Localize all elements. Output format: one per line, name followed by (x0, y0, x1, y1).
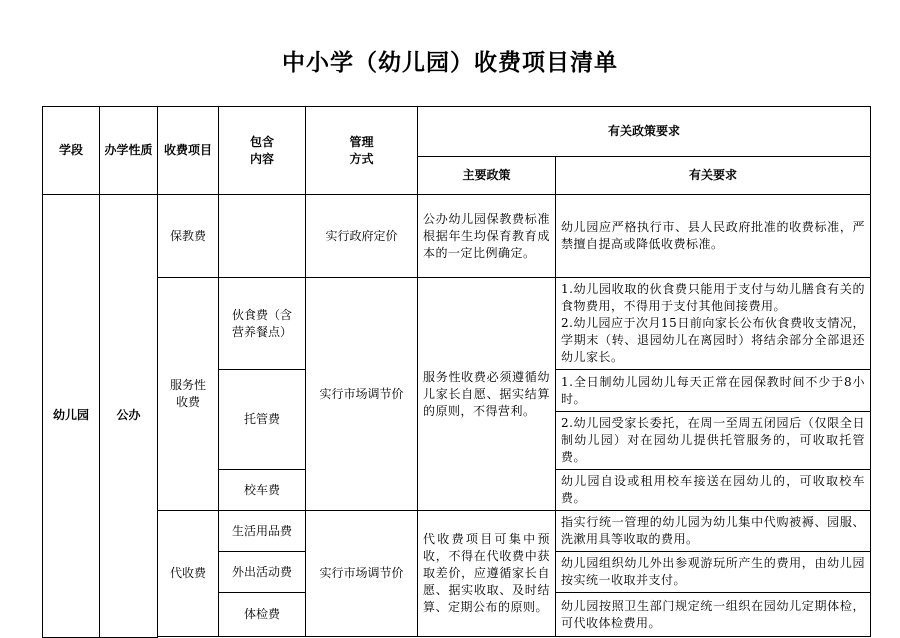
item-agency: 代收费 (158, 511, 219, 637)
fee-table (42, 106, 871, 638)
req-care-1: 1.全日制幼儿园幼儿每天正常在园保教时间不少于8小时。 (556, 370, 871, 412)
nature-cell: 公办 (100, 195, 158, 638)
content-daily: 生活用品费 (219, 511, 306, 552)
header-requirements: 有关要求 (556, 157, 871, 195)
item-baojiao: 保教费 (158, 195, 219, 278)
req-care-2: 2.幼儿园受家长委托，在周一至周五闭园后（仅限全日制幼儿园）对在园幼儿提供托管服务的，可收取托管费。 (556, 412, 871, 470)
req-exam: 幼儿园按照卫生部门规定统一组织在园幼儿定期体检，可代收体检费用。 (556, 593, 871, 637)
content-care: 托管费 (219, 370, 306, 470)
mgmt-baojiao: 实行政府定价 (306, 195, 418, 278)
req-daily: 指实行统一管理的幼儿园为幼儿集中代购被褥、园服、洗漱用具等收取的费用。 (556, 511, 871, 552)
stage-cell: 幼儿园 (43, 195, 100, 638)
header-main-policy: 主要政策 (418, 157, 556, 195)
content-outing: 外出活动费 (219, 552, 306, 593)
req-baojiao: 幼儿园应严格执行市、县人民政府批准的收费标准，严禁擅自提高或降低收费标准。 (556, 195, 871, 278)
header-policy-group: 有关政策要求 (418, 107, 871, 157)
header-mgmt: 管理方式 (306, 107, 418, 195)
req-outing: 幼儿园组织幼儿外出参观游玩所产生的费用，由幼儿园按实统一收取并支付。 (556, 552, 871, 593)
header-nature: 办学性质 (100, 107, 158, 195)
req-meal: 1.幼儿园收取的伙食费只能用于支付与幼儿膳食有关的食物费用，不得用于支付其他间接费用。 2.幼儿园应于次月15日前向家长公布伙食费收支情况，学期末（转、退园幼儿在离园时）将结余部分全部退还幼儿家长。 (556, 278, 871, 370)
policy-agency: 代收费项目可集中预收，不得在代收费中获取差价，应遵循家长自愿、据实收取、及时结算、定期公布的原则。 (418, 511, 556, 637)
content-bus: 校车费 (219, 470, 306, 511)
mgmt-service: 实行市场调节价 (306, 278, 418, 511)
content-meal: 伙食费（含营养餐点） (219, 278, 306, 370)
mgmt-agency: 实行市场调节价 (306, 511, 418, 637)
content-baojiao (219, 195, 306, 278)
page-title: 中小学（幼儿园）收费项目清单 (282, 50, 618, 76)
policy-baojiao: 公办幼儿园保教费标准根据年生均保育教育成本的一定比例确定。 (418, 195, 556, 278)
header-stage: 学段 (43, 107, 100, 195)
header-content: 包含内容 (219, 107, 306, 195)
policy-service: 服务性收费必须遵循幼儿家长自愿、据实结算的原则，不得营利。 (418, 278, 556, 511)
content-exam: 体检费 (219, 593, 306, 637)
header-item: 收费项目 (158, 107, 219, 195)
req-bus: 幼儿园自设或租用校车接送在园幼儿的，可收取校车费。 (556, 470, 871, 511)
item-service: 服务性收费 (158, 278, 219, 511)
